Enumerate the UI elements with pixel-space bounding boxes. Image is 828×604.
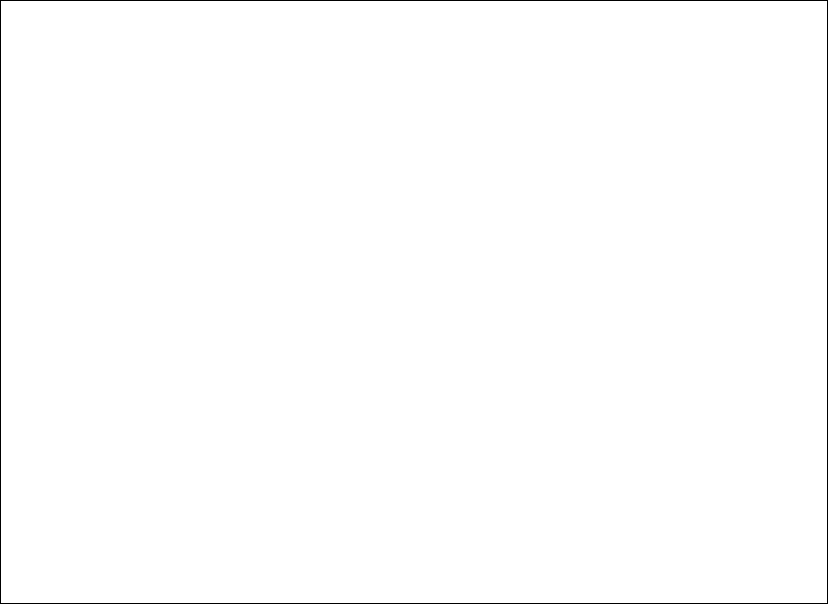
legend-panel: [497, 0, 828, 604]
